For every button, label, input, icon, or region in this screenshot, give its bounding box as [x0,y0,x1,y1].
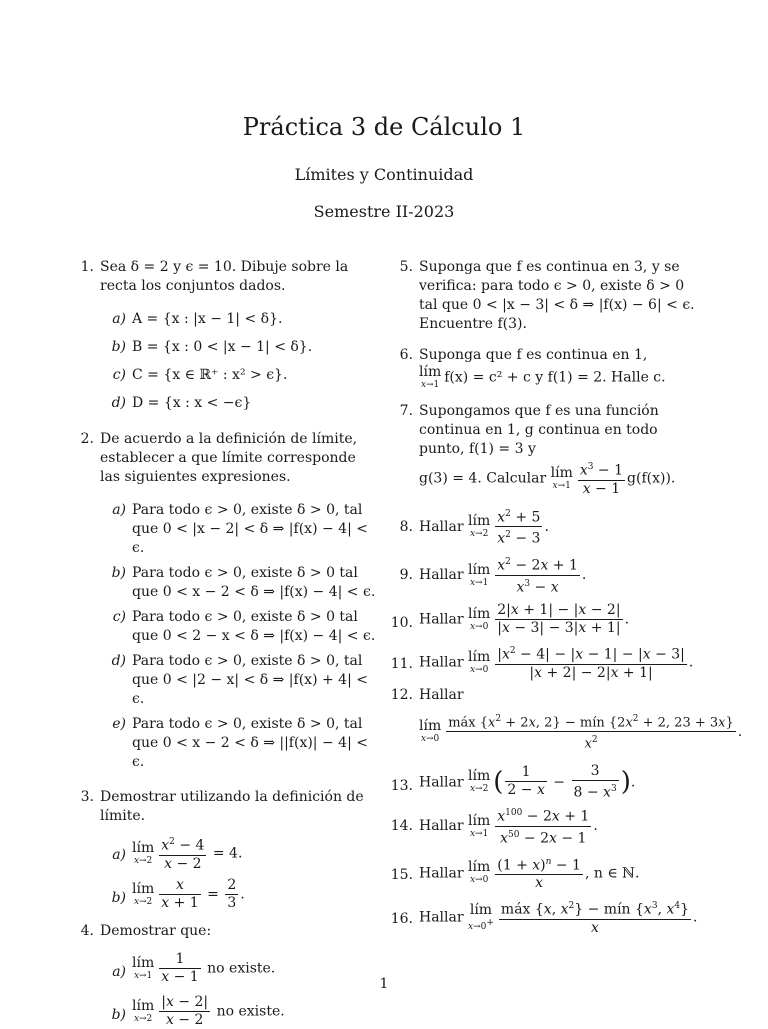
problem-15: 15. Hallar lím x→0 $\frac{(1 + x)^n - 1}{x}$ , n ∈ ℕ. [419,854,699,893]
problem-3 [80,788,380,912]
list-item: b) lím x→2 $\frac{x}{x + 1}$ = $\frac{2}{3}$ . [111,876,245,911]
problem-7: 7. Supongamos que f es una función continua en 1, g continua en todo punto, f(1) = 3 y g(3) = 4. Calcular lím x→1 $\frac{x^3 - 1}{x - 1}$ g(f(x)). [399,403,676,497]
problem-14: 14. Hallar lím x→1 $\frac{x^{100} - 2x + 1}{x^{50} - 2x - 1}$ . [419,805,699,847]
problem-5: 5. Suponga que f es continua en 3, y se verifica: para todo ϵ > 0, existe δ > 0 tal que 0 < |x − 3| < δ ⇒ |f(x) − 6| < ϵ. Encuentre f(3). [419,258,699,334]
page-title: Práctica 3 de Cálculo 1 [242,113,526,141]
problem-text: Demostrar utilizando la definición de límite. [100,789,364,824]
list-item: a) A = {x : |x − 1| < δ}. [112,311,283,327]
page-number: 1 [379,976,389,992]
problem-6: 6. Suponga que f es continua en 1, lím x→1 f(x) = c² + c y f(1) = 2. Halle c. [399,347,666,390]
list-item: d) D = {x : x < −ϵ} [111,395,252,411]
list-item: e) Para todo ϵ > 0, existe δ > 0, tal que 0 < x − 2 < δ ⇒ ||f(x)| − 4| < ϵ. [112,716,368,770]
list-item: d) Para todo ϵ > 0, existe δ > 0, tal que 0 < |2 − x| < δ ⇒ |f(x) + 4| < ϵ. [111,653,368,707]
list-item: b) B = {x : 0 < |x − 1| < δ}. [111,339,313,355]
list-item: c) C = {x ∈ ℝ⁺ : x² > ϵ}. [112,367,288,383]
page-subtitle: Límites y Continuidad [294,165,474,184]
problem-number: 4. [80,922,94,939]
problem-11: 11. Hallar lím x→0 $\frac{|x^2 - 4| - |x - 1| - |x - 3|}{|x + 2| - 2|x + 1|}$ . [419,643,699,682]
list-item: b) Para todo ϵ > 0, existe δ > 0 tal que 0 < x − 2 < δ ⇒ |f(x) − 4| < ϵ. [111,565,376,600]
problem-number: 2. [80,431,94,447]
problem-text: De acuerdo a la definición de límite, establecer a que límite corresponde las siguientes expresiones. [100,431,358,485]
problem-number: 1. [80,259,94,275]
left-column [80,258,380,1029]
problem-text: Demostrar que: [100,922,212,939]
problem-13: 13. Hallar lím x→2 ( $\frac{1}{2 - x}$ − $\frac{3}{8 - x^3}$ ). [390,762,636,801]
list-item: a) Para todo ϵ > 0, existe δ > 0, tal que 0 < |x − 2| < δ ⇒ |f(x) − 4| < ϵ. [112,502,368,556]
problem-number: 3. [80,789,94,805]
problem-8: 8. Hallar lím x→2 $\frac{x^2 + 5}{x^2 - 3}$ . [419,506,699,548]
list-item: a) lím x→2 $\frac{x^2 - 4}{x - 2}$ = 4. [132,834,380,873]
list-item: b) lím x→2 $\frac{|x - 2|}{x - 2}$ no existe. [111,993,285,1028]
list-item: c) Para todo ϵ > 0, existe δ > 0 tal que 0 < 2 − x < δ ⇒ |f(x) − 4| < ϵ. [112,609,376,644]
problem-16: 16. Hallar lím x→0+ máx {x, $x^2$} − mín {$x^3$, $x^4$} x . [419,898,699,937]
problem-text: Suponga que f es continua en 3, y se verifica: para todo ϵ > 0, existe δ > 0 tal que 0 < |x − 3| < δ ⇒ |f(x) − 6| < ϵ. Encuentre f(3). [419,259,695,332]
problem-text: Sea δ = 2 y ϵ = 10. Dibuje sobre la recta los conjuntos dados. [100,259,349,294]
semester: Semestre II-2023 [313,202,455,221]
problem-2 [80,430,380,772]
problem-9: 9. Hallar lím x→1 $\frac{x^2 - 2x + 1}{x^3 - x}$ . [419,554,699,596]
list-item: a) lím x→1 $\frac{1}{x - 1}$ no existe. [112,950,276,985]
problem-12: 12. Hallar lím x→0 máx {$x^2 + 2x$, 2} − mín {$2x^2 + 2$, 23 + 3x} $x^2$ . [390,686,743,752]
problem-1 [80,258,380,413]
right-column [390,258,743,937]
problem-10: 10. Hallar lím x→0 $\frac{2|x + 1| - |x - 2|}{|x - 3| - 3|x + 1|}$ . [390,602,630,637]
